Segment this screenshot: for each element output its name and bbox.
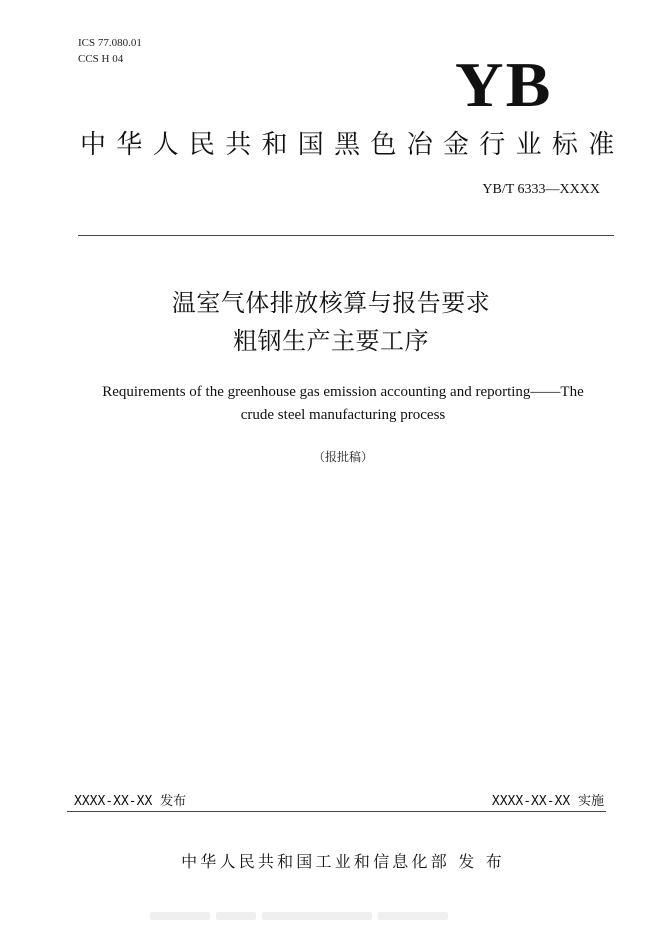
- issuing-authority: 中华人民共和国工业和信息化部 发 布: [181, 852, 505, 871]
- faint-watermark-text: [150, 905, 510, 919]
- chinese-title-line-2: 粗钢生产主要工序: [233, 327, 429, 355]
- english-title-line-1: Requirements of the greenhouse gas emission accounting and reporting——The: [102, 384, 584, 400]
- header-divider: [78, 235, 614, 236]
- ccs-code: CCS H 04: [78, 53, 124, 65]
- standard-number: YB/T 6333—XXXX: [482, 182, 600, 197]
- footer-divider: [67, 811, 606, 812]
- industry-standard-title: 中华人民共和国黑色冶金行业标准: [80, 130, 625, 160]
- publish-date: XXXX-XX-XX 发布: [74, 794, 187, 809]
- yb-logo: YB: [455, 49, 553, 120]
- chinese-title-line-1: 温室气体排放核算与报告要求: [171, 289, 491, 317]
- draft-status: （报批稿）: [312, 450, 373, 464]
- ics-code: ICS 77.080.01: [78, 37, 142, 49]
- english-title-line-2: crude steel manufacturing process: [240, 407, 446, 423]
- implement-date: XXXX-XX-XX 实施: [491, 794, 604, 809]
